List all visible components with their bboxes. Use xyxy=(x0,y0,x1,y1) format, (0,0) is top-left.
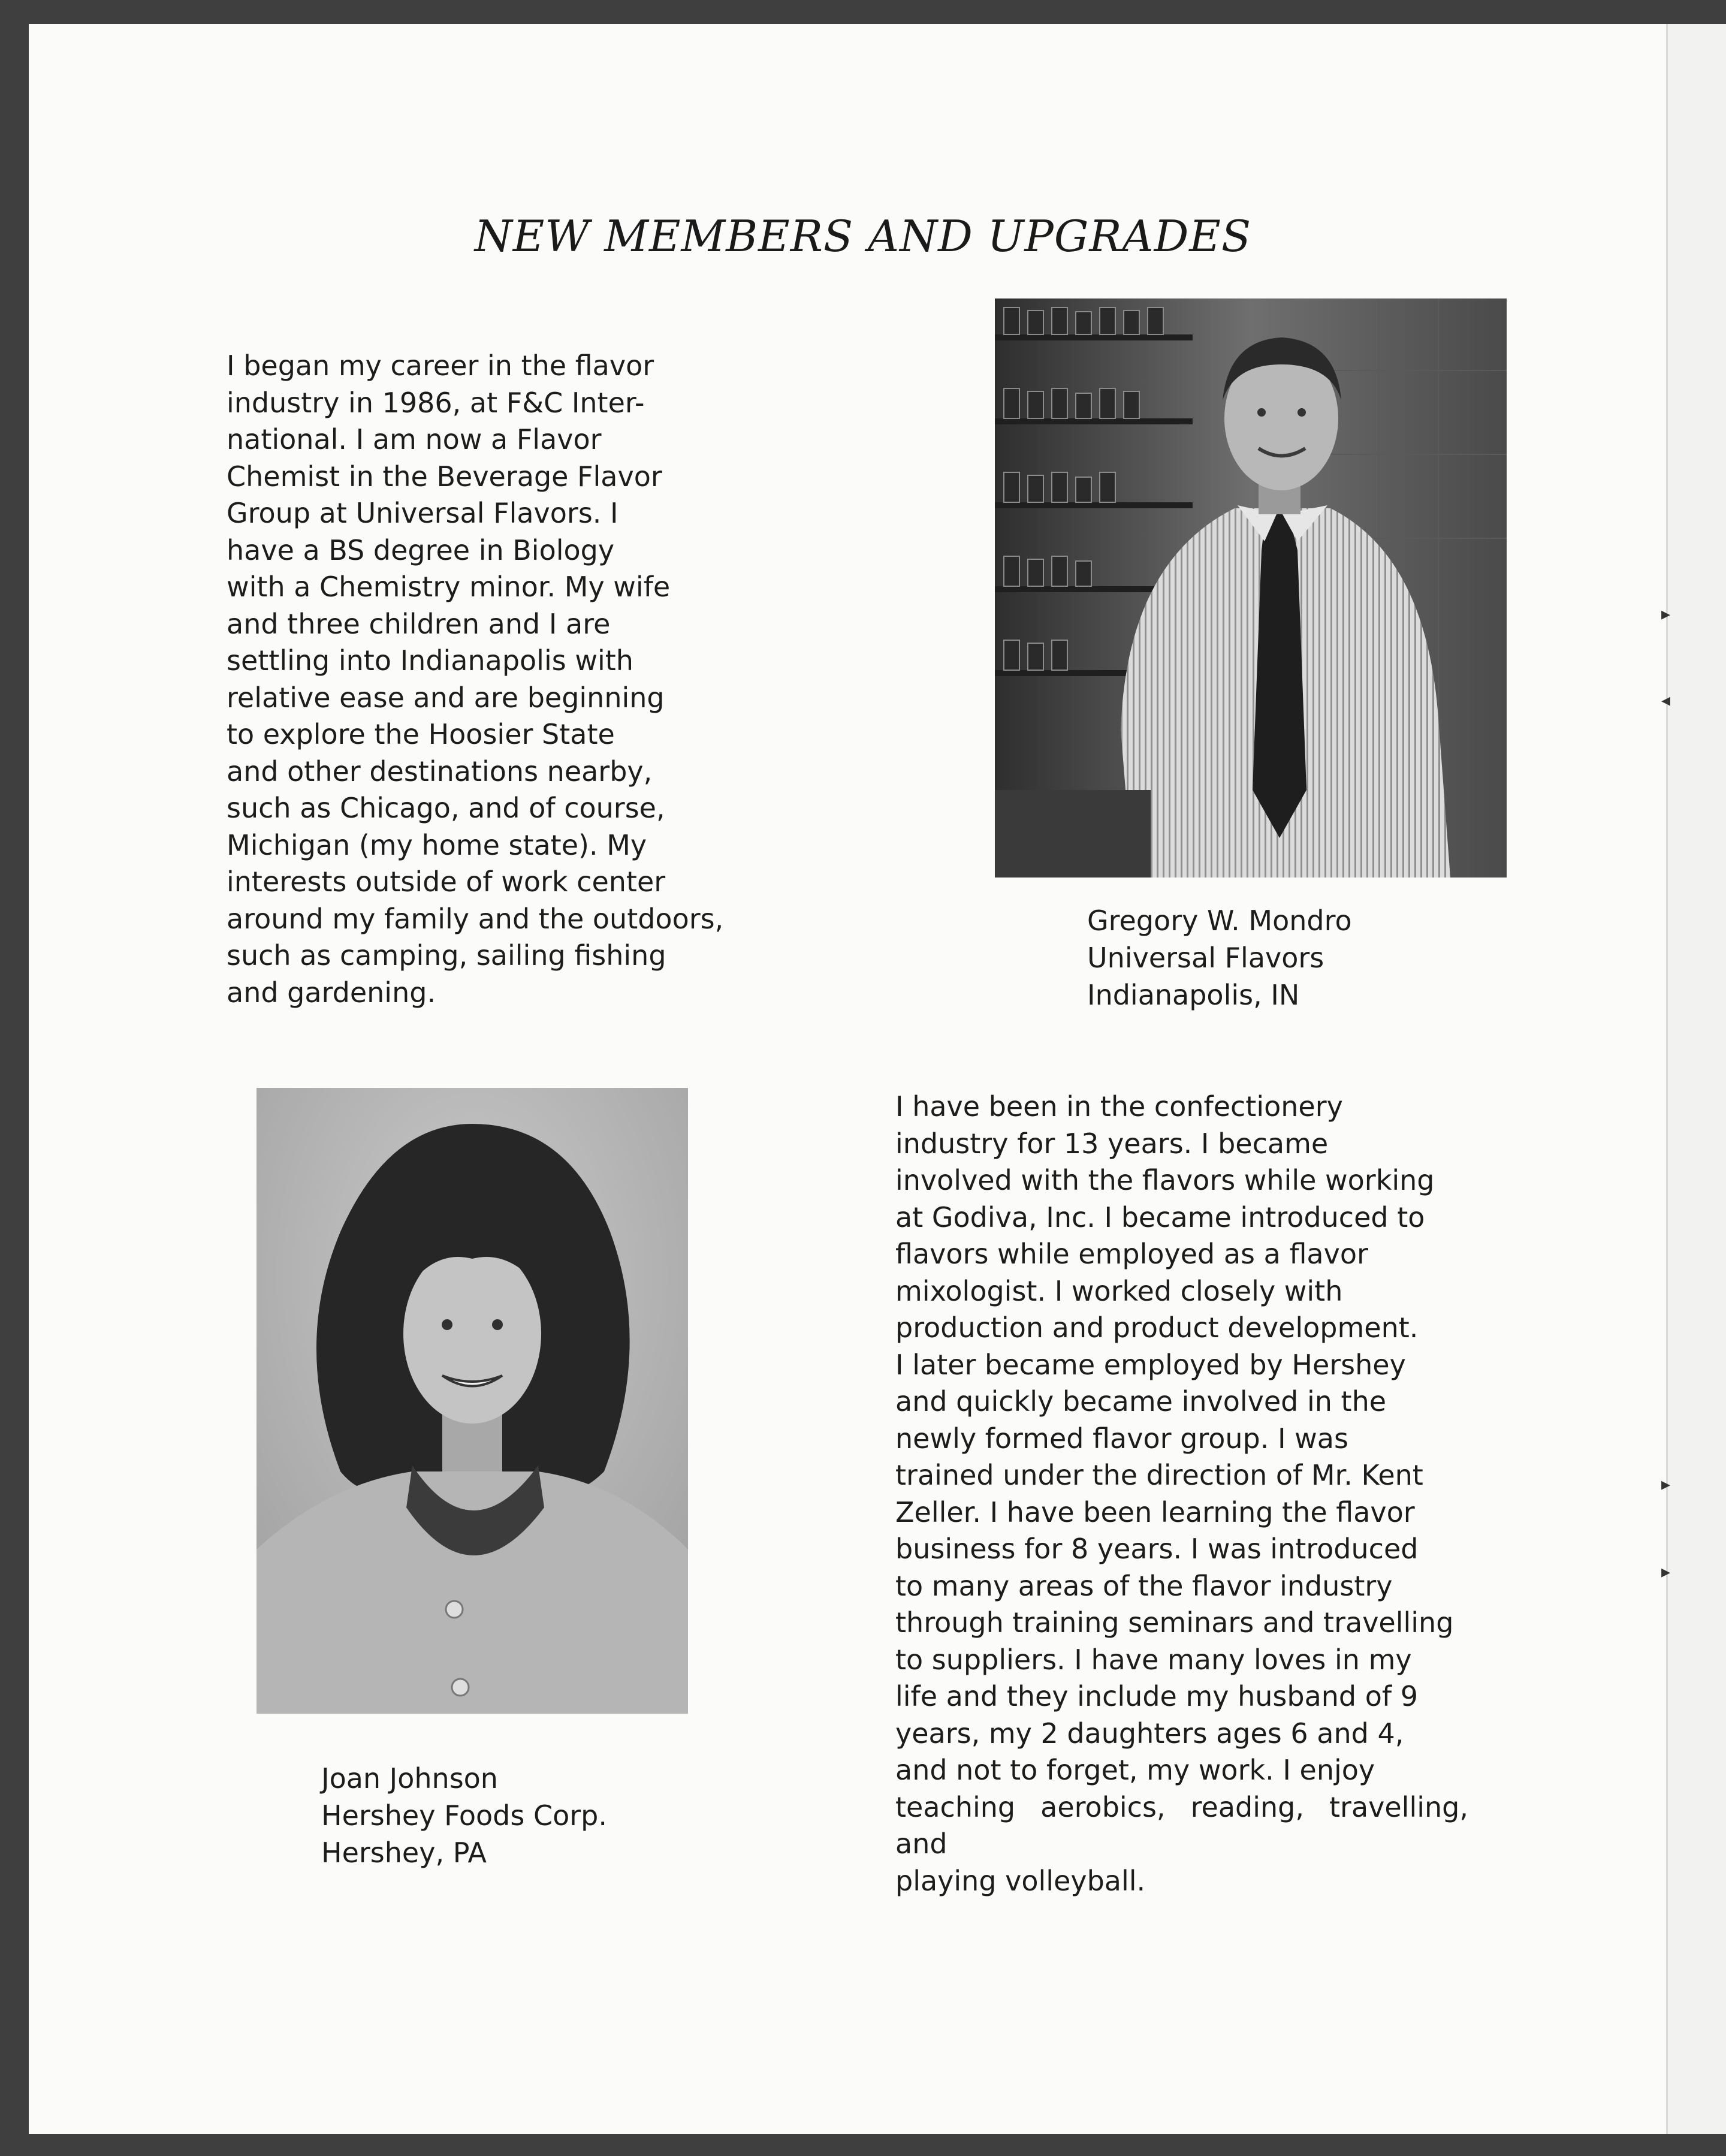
bio-line: flavors while employed as a flavor xyxy=(895,1238,1368,1270)
bio-line: with a Chemistry minor. My wife xyxy=(227,571,671,603)
member-name: Joan Johnson xyxy=(321,1762,498,1795)
bio-line: years, my 2 daughters ages 6 and 4, xyxy=(895,1717,1404,1750)
bio-line: I have been in the confectionery xyxy=(895,1090,1343,1123)
member-bio-joan xyxy=(895,1088,1468,1899)
bio-line: involved with the flavors while working xyxy=(895,1164,1435,1196)
bio-line: newly formed flavor group. I was xyxy=(895,1422,1348,1455)
member-location: Indianapolis, IN xyxy=(1087,979,1300,1011)
bio-line: at Godiva, Inc. I became introduced to xyxy=(895,1201,1425,1234)
margin-mark: ▸ xyxy=(1661,1474,1671,1495)
member-location: Hershey, PA xyxy=(321,1837,487,1869)
margin-mark: ▸ xyxy=(1661,604,1671,625)
bio-line: to many areas of the flavor industry xyxy=(895,1569,1393,1602)
bio-line: industry in 1986, at F&C Inter- xyxy=(227,386,645,419)
adjacent-page-edge xyxy=(1666,24,1726,2134)
bio-line: around my family and the outdoors, xyxy=(227,902,724,935)
portrait-photo-gregory xyxy=(995,298,1507,878)
bio-line: and other destinations nearby, xyxy=(227,755,653,788)
bio-line: to explore the Hoosier State xyxy=(227,718,615,750)
bio-line: mixologist. I worked closely with xyxy=(895,1274,1343,1307)
bio-line: and gardening. xyxy=(227,976,436,1009)
bio-line: such as camping, sailing fishing xyxy=(227,939,666,972)
bio-line: relative ease and are beginning xyxy=(227,681,665,714)
bio-line: life and they include my husband of 9 xyxy=(895,1680,1418,1712)
bio-line: I later became employed by Hershey xyxy=(895,1348,1406,1381)
member-company: Hershey Foods Corp. xyxy=(321,1799,607,1832)
bio-line: to suppliers. I have many loves in my xyxy=(895,1643,1412,1676)
bio-line: I began my career in the flavor xyxy=(227,349,654,382)
bio-line: Group at Universal Flavors. I xyxy=(227,497,618,529)
page-title: NEW MEMBERS AND UPGRADES xyxy=(474,211,1252,261)
bio-line: through training seminars and travelling xyxy=(895,1606,1454,1639)
bio-line: have a BS degree in Biology xyxy=(227,533,615,566)
bio-line: Michigan (my home state). My xyxy=(227,828,647,861)
bio-line: settling into Indianapolis with xyxy=(227,644,633,677)
bio-line: national. I am now a Flavor xyxy=(227,423,602,456)
bio-line: Zeller. I have been learning the flavor xyxy=(895,1495,1415,1528)
portrait-photo-man-in-lab-icon xyxy=(995,298,1507,878)
portrait-photo-joan xyxy=(257,1088,688,1714)
bio-line: trained under the direction of Mr. Kent xyxy=(895,1459,1423,1491)
caption-gregory xyxy=(1087,902,1352,1014)
portrait-photo-woman-icon xyxy=(257,1088,688,1714)
caption-joan xyxy=(321,1760,607,1871)
bio-line: and not to forget, my work. I enjoy xyxy=(895,1754,1375,1786)
bio-line: and quickly became involved in the xyxy=(895,1385,1387,1418)
margin-mark: ▸ xyxy=(1661,1561,1671,1582)
bio-line: and three children and I are xyxy=(227,607,611,640)
bio-line: industry for 13 years. I became xyxy=(895,1127,1329,1160)
bio-line: playing volleyball. xyxy=(895,1864,1146,1897)
margin-mark: ◂ xyxy=(1661,690,1671,711)
bio-line: production and product development. xyxy=(895,1311,1419,1344)
member-bio-gregory xyxy=(227,348,790,1011)
bio-line: such as Chicago, and of course, xyxy=(227,792,665,824)
bio-line: teaching aerobics, reading, travelling, and xyxy=(895,1790,1468,1860)
bio-line: business for 8 years. I was introduced xyxy=(895,1533,1419,1565)
member-name: Gregory W. Mondro xyxy=(1087,904,1352,937)
member-company: Universal Flavors xyxy=(1087,942,1324,974)
bio-line: interests outside of work center xyxy=(227,866,666,898)
bio-line: Chemist in the Beverage Flavor xyxy=(227,460,662,493)
